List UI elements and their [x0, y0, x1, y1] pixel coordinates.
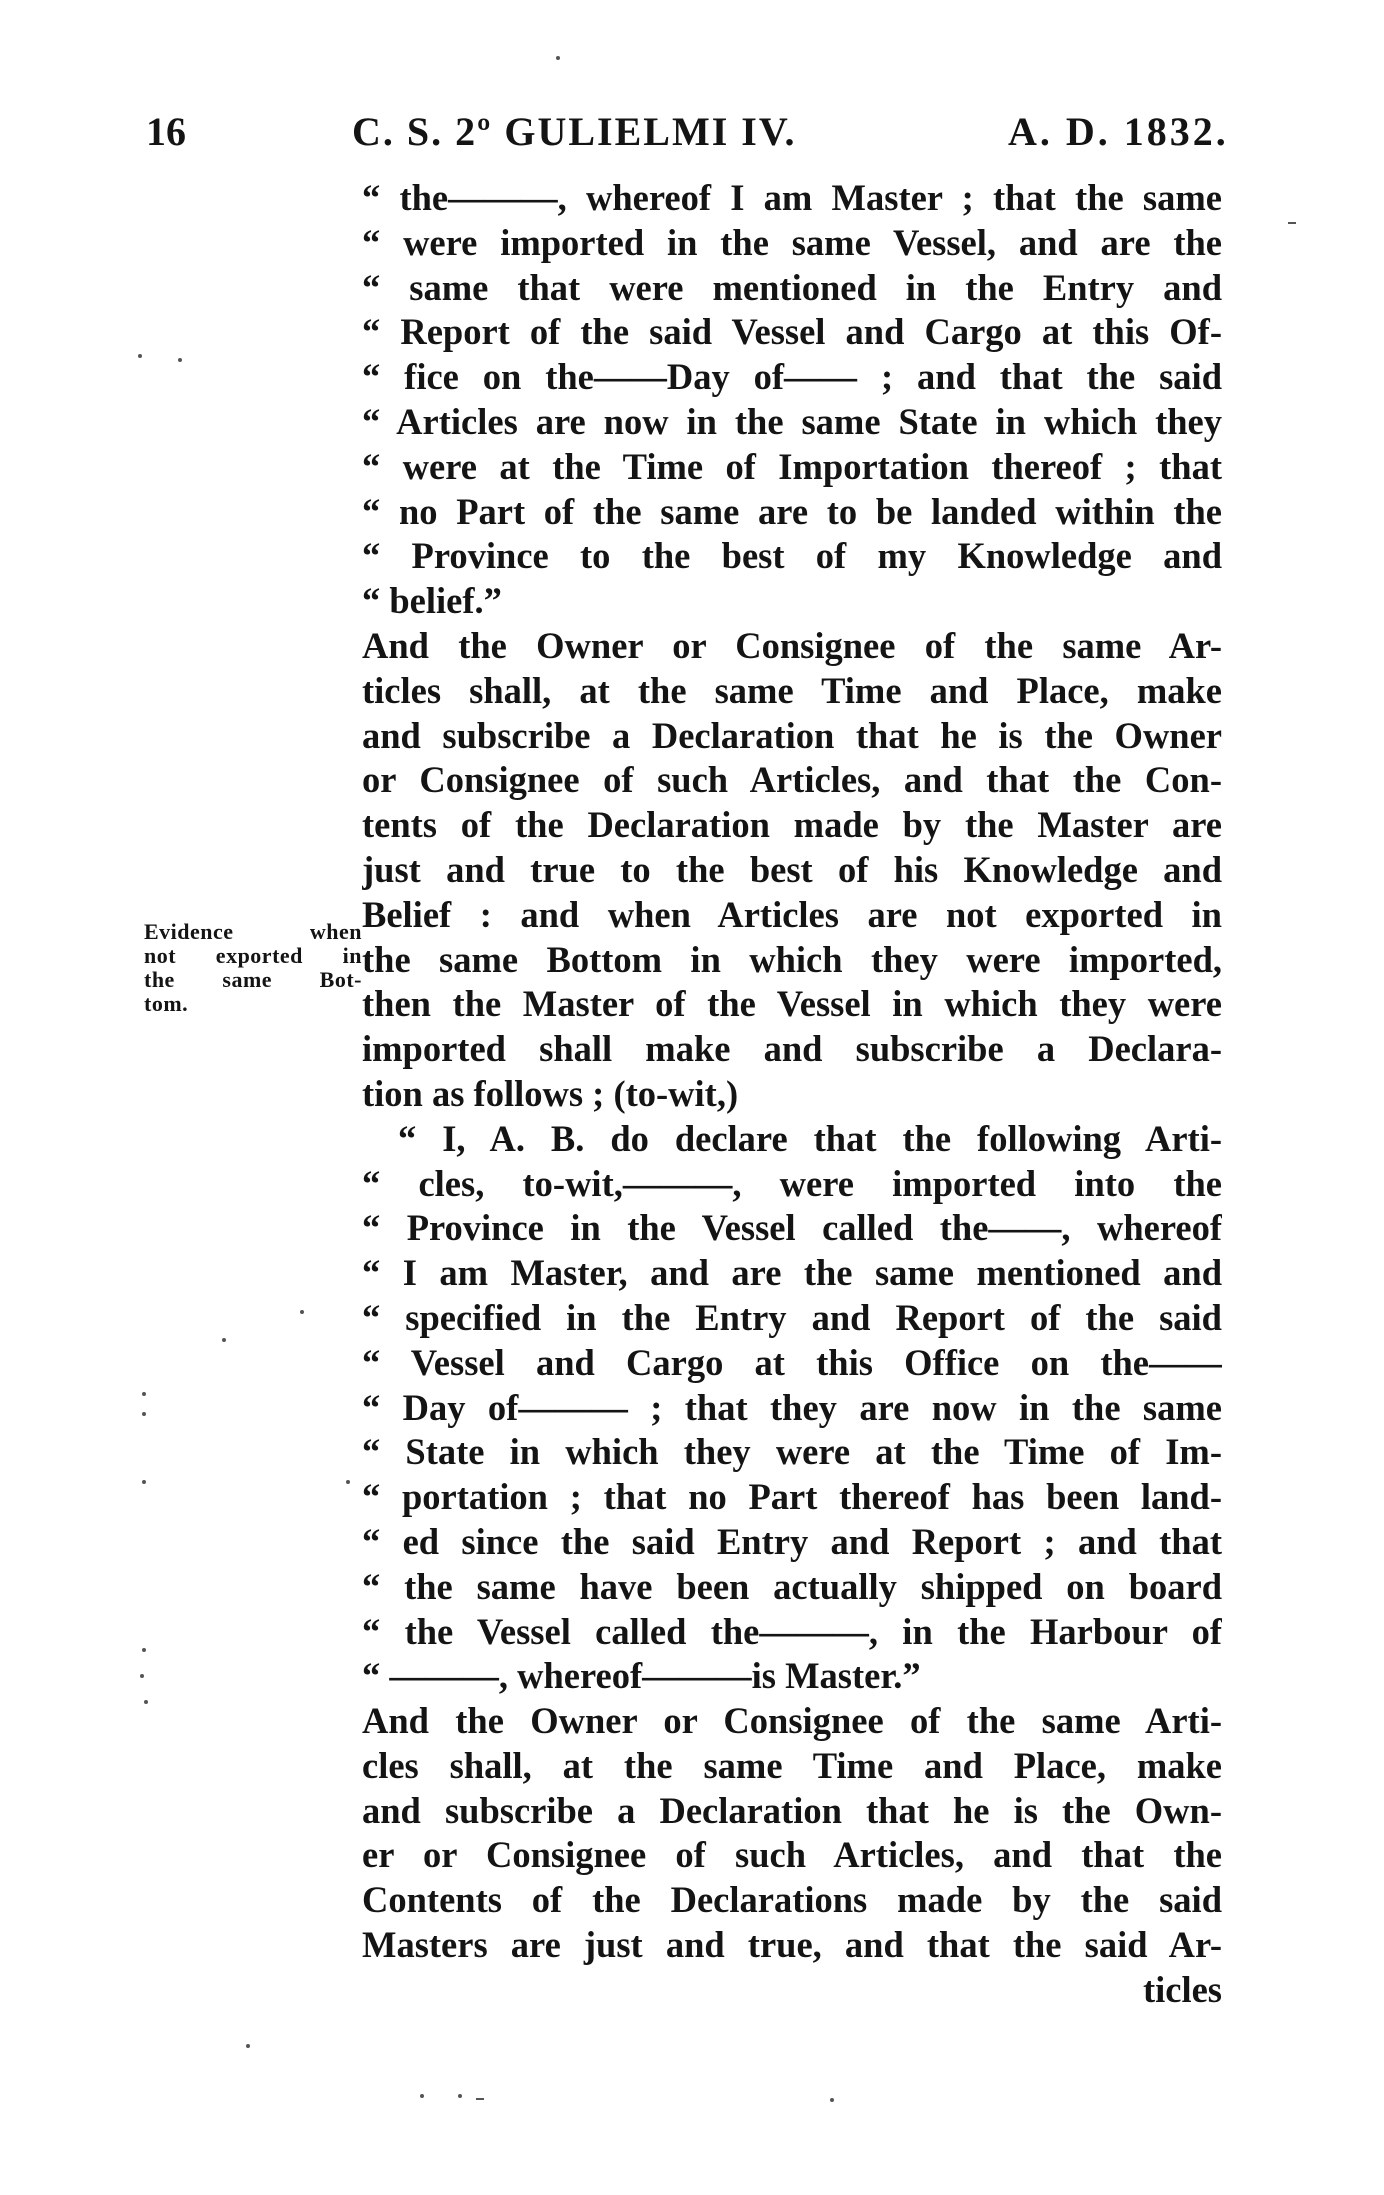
text-line: just and true to the best of his Knowledge and	[362, 848, 1222, 890]
text-line: imported shall make and subscribe a Declara-	[362, 1028, 1222, 1070]
text-line: then the Master of the Vessel in which they were	[362, 983, 1222, 1025]
text-line: And the Owner or Consignee of the same Ar-	[362, 624, 1222, 666]
text-line: “ same that were mentioned in the Entry and	[362, 266, 1222, 308]
catchword: ticles	[1142, 1968, 1222, 2010]
print-speck	[140, 1674, 144, 1678]
text-line: tents of the Declaration made by the Master are	[362, 804, 1222, 846]
print-speck	[142, 1480, 146, 1484]
text-line: “ fice on the——Day of—— ; and that the said	[362, 356, 1222, 398]
page-number: 16	[146, 109, 186, 154]
margin-note-line: tom.	[144, 991, 189, 1016]
text-line: ticles shall, at the same Time and Place, make	[362, 669, 1222, 711]
text-line: “ the Vessel called the———, in the Harbour of	[362, 1610, 1222, 1652]
margin-note	[144, 920, 362, 1016]
text-line: and subscribe a Declaration that he is the Own-	[362, 1789, 1222, 1831]
print-speck	[420, 2094, 424, 2098]
text-line: “ Vessel and Cargo at this Office on the——	[362, 1341, 1222, 1383]
text-line: “ ———, whereof———is Master.”	[362, 1655, 921, 1697]
text-line: “ were imported in the same Vessel, and are the	[362, 221, 1222, 263]
text-line: “ the———, whereof I am Master ; that the same	[362, 177, 1222, 218]
print-speck	[476, 2098, 484, 2100]
text-line: “ State in which they were at the Time of Im-	[362, 1431, 1222, 1473]
text-line: “ Report of the said Vessel and Cargo at this Of-	[362, 311, 1222, 353]
print-speck	[144, 1700, 148, 1704]
running-title: C. S. 2º GULIELMI IV.	[352, 109, 797, 154]
text-line: “ no Part of the same are to be landed within the	[362, 490, 1222, 532]
print-speck	[830, 2098, 834, 2102]
text-line: Belief : and when Articles are not exported in	[362, 893, 1222, 935]
text-line: “ the same have been actually shipped on board	[362, 1565, 1222, 1607]
text-line: “ belief.”	[362, 580, 502, 622]
text-line: Contents of the Declarations made by the said	[362, 1879, 1222, 1921]
text-line: cles shall, at the same Time and Place, make	[362, 1744, 1222, 1786]
print-speck	[178, 358, 182, 362]
text-line: tion as follows ; (to-wit,)	[362, 1072, 739, 1114]
print-speck	[246, 2044, 250, 2048]
print-speck	[458, 2094, 462, 2098]
running-header	[0, 108, 1384, 168]
text-line: the same Bottom in which they were imported,	[362, 938, 1222, 980]
header-year: A. D. 1832.	[1008, 109, 1229, 154]
text-line: “ Province in the Vessel called the——, whereof	[362, 1207, 1222, 1249]
text-line: “ I, A. B. do declare that the following Arti-	[398, 1117, 1222, 1159]
print-speck	[346, 1480, 350, 1484]
text-line: er or Consignee of such Articles, and that the	[362, 1834, 1222, 1876]
text-line: and subscribe a Declaration that he is the Owner	[362, 714, 1222, 756]
text-line: “ Articles are now in the same State in which they	[362, 400, 1222, 442]
print-speck	[142, 1392, 146, 1396]
text-line: “ cles, to-wit,———, were imported into the	[362, 1162, 1222, 1204]
text-line: “ specified in the Entry and Report of the said	[362, 1296, 1222, 1338]
text-line: “ I am Master, and are the same mentioned and	[362, 1252, 1222, 1294]
margin-note-line: the same Bot-	[144, 967, 362, 992]
text-line: “ Day of——— ; that they are now in the same	[362, 1386, 1222, 1428]
margin-note-line: Evidence when	[144, 919, 362, 944]
margin-note-line: not exported in	[144, 943, 362, 968]
text-line: “ portation ; that no Part thereof has been land-	[362, 1476, 1222, 1518]
print-speck	[222, 1338, 226, 1342]
text-line: And the Owner or Consignee of the same Arti-	[362, 1700, 1222, 1742]
text-line: “ ed since the said Entry and Report ; and that	[362, 1520, 1222, 1562]
print-speck	[1288, 222, 1296, 224]
print-speck	[300, 1310, 304, 1314]
print-speck	[142, 1648, 146, 1652]
text-line: “ Province to the best of my Knowledge and	[362, 535, 1222, 577]
text-line: Masters are just and true, and that the said Ar-	[362, 1924, 1222, 1966]
print-speck	[138, 354, 142, 358]
print-speck	[556, 56, 560, 60]
body-text	[362, 176, 1222, 2013]
text-line: “ were at the Time of Importation thereof ; that	[362, 445, 1222, 487]
print-speck	[142, 1412, 146, 1416]
text-line: or Consignee of such Articles, and that the Con-	[362, 759, 1222, 801]
